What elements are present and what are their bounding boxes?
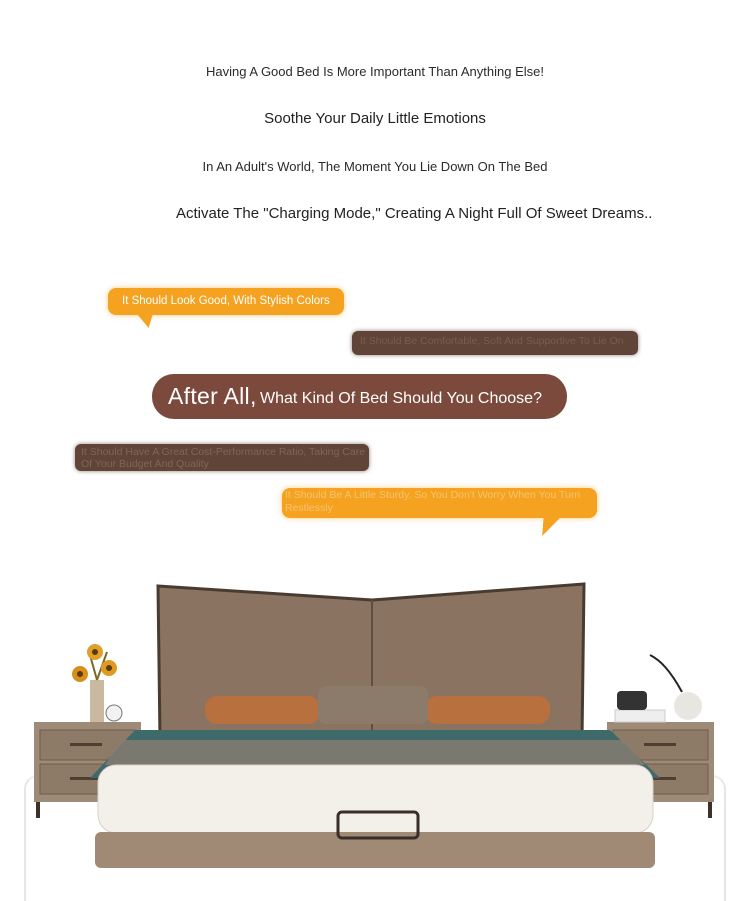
speech-bubble-comfortable: It Should Be Comfortable, Soft And Supportive To Lie On [352,331,638,355]
intro-line-4: Activate The "Charging Mode," Creating A Night Full Of Sweet Dreams.. [176,205,653,222]
headline-lead: After All, [168,383,257,409]
intro-line-3: In An Adult's World, The Moment You Lie Down On The Bed [202,159,548,174]
headline-pill [152,374,567,419]
speech-bubble-sturdy: It Should Be A Little Sturdy, So You Don't Worry When You Turn Restlessly [282,488,597,518]
intro-line-2: Soothe Your Daily Little Emotions [264,110,486,127]
intro-line-1: Having A Good Bed Is More Important Than Anything Else! [206,64,544,79]
speech-bubble-stylish: It Should Look Good, With Stylish Colors [108,288,344,315]
bed-illustration-icon [0,560,750,898]
headline-question: What Kind Of Bed Should You Choose? [260,390,542,407]
flower-vase [72,644,122,722]
speech-bubble-value: It Should Have A Great Cost-Performance Ratio, Taking Care Of Your Budget And Quality [75,444,369,471]
bed-product-image [0,560,750,898]
